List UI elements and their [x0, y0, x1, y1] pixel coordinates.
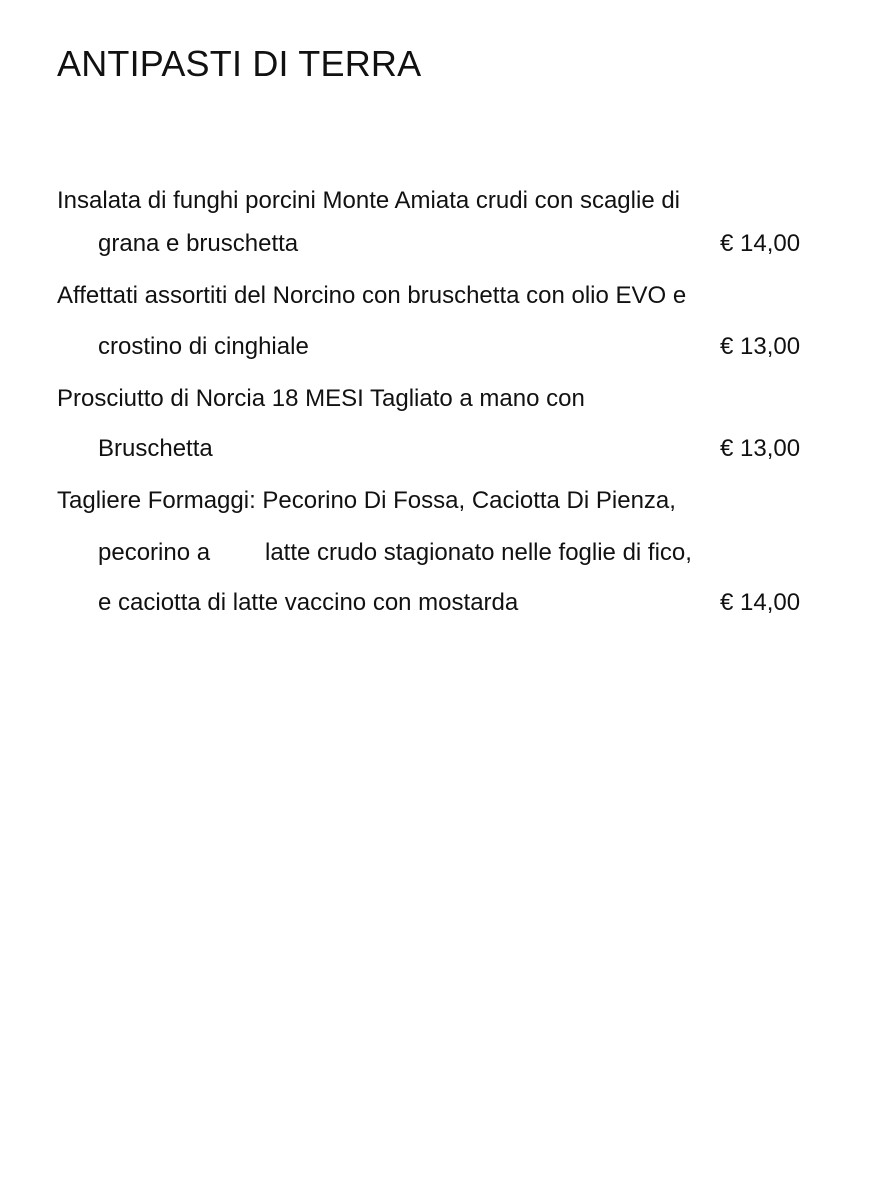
- menu-item-4-line-2b: latte crudo stagionato nelle foglie di fico,: [265, 539, 692, 566]
- menu-item-3-line-2: Bruschetta: [98, 435, 213, 462]
- menu-item-2-line-1: Affettati assortiti del Norcino con bruschetta con olio EVO e: [57, 282, 687, 309]
- menu-item-4-price: € 14,00: [720, 589, 801, 616]
- menu-item-3-price: € 13,00: [720, 435, 801, 462]
- menu-item-1-line-1: Insalata di funghi porcini Monte Amiata crudi con scaglie di: [57, 187, 681, 214]
- menu-item-4-line-2a: pecorino a: [98, 539, 211, 566]
- menu-item-3-line-1: Prosciutto di Norcia 18 MESI Tagliato a mano con: [57, 385, 585, 412]
- menu-item-1-price: € 14,00: [720, 230, 801, 257]
- menu-item-2-line-2: crostino di cinghiale: [98, 333, 309, 360]
- menu-item-1-line-2: grana e bruschetta: [98, 230, 299, 257]
- menu-item-4-line-1: Tagliere Formaggi: Pecorino Di Fossa, Caciotta Di Pienza,: [57, 487, 676, 514]
- menu-item-2-price: € 13,00: [720, 333, 801, 360]
- menu-section-title: ANTIPASTI DI TERRA: [57, 43, 422, 84]
- menu-item-4-line-3: e caciotta di latte vaccino con mostarda: [98, 589, 519, 616]
